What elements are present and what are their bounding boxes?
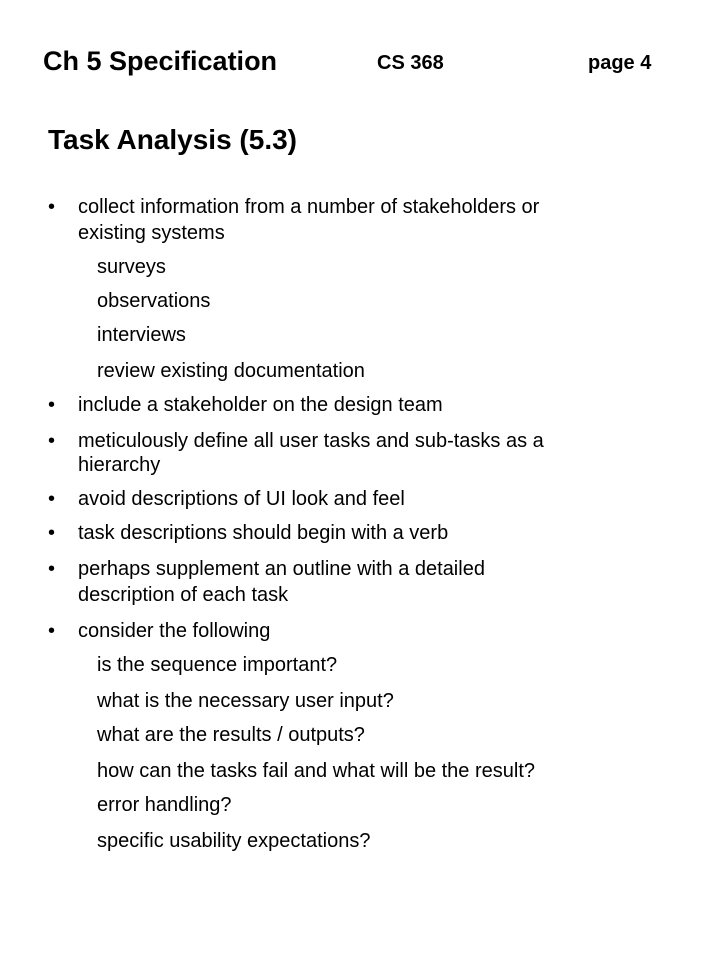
bullet-marker: • xyxy=(48,394,56,416)
sub-item-text: interviews xyxy=(97,324,186,346)
sub-item-text: surveys xyxy=(97,256,166,278)
bullet-item-text: perhaps supplement an outline with a detailed xyxy=(78,558,485,580)
bullet-marker: • xyxy=(48,196,56,218)
bullet-marker: • xyxy=(48,558,56,580)
bullet-item-text: existing systems xyxy=(78,222,225,244)
sub-item-text: is the sequence important? xyxy=(97,654,338,676)
bullet-item-text: avoid descriptions of UI look and feel xyxy=(78,488,405,510)
header-page-number: page 4 xyxy=(588,52,652,74)
bullet-marker: • xyxy=(48,430,56,452)
sub-item-text: observations xyxy=(97,290,211,312)
sub-item-text: error handling? xyxy=(97,794,232,816)
sub-item-text: what are the results / outputs? xyxy=(97,724,365,746)
section-title: Task Analysis (5.3) xyxy=(48,124,298,155)
bullet-item-text: hierarchy xyxy=(78,454,161,476)
sub-item-text: specific usability expectations? xyxy=(97,830,371,852)
sub-item-text: what is the necessary user input? xyxy=(97,690,394,712)
bullet-item-text: consider the following xyxy=(78,620,271,642)
header-course: CS 368 xyxy=(377,52,444,74)
sub-item-text: review existing documentation xyxy=(97,360,365,382)
bullet-marker: • xyxy=(48,522,56,544)
bullet-item-text: meticulously define all user tasks and sub-tasks as a xyxy=(78,430,544,452)
header-title: Ch 5 Specification xyxy=(43,46,278,76)
bullet-item-text: description of each task xyxy=(78,584,289,606)
bullet-marker: • xyxy=(48,620,56,642)
bullet-item-text: task descriptions should begin with a verb xyxy=(78,522,449,544)
sub-item-text: how can the tasks fail and what will be the result? xyxy=(97,760,536,782)
bullet-marker: • xyxy=(48,488,56,510)
bullet-item-text: collect information from a number of stakeholders or xyxy=(78,196,540,218)
bullet-item-text: include a stakeholder on the design team xyxy=(78,394,443,416)
